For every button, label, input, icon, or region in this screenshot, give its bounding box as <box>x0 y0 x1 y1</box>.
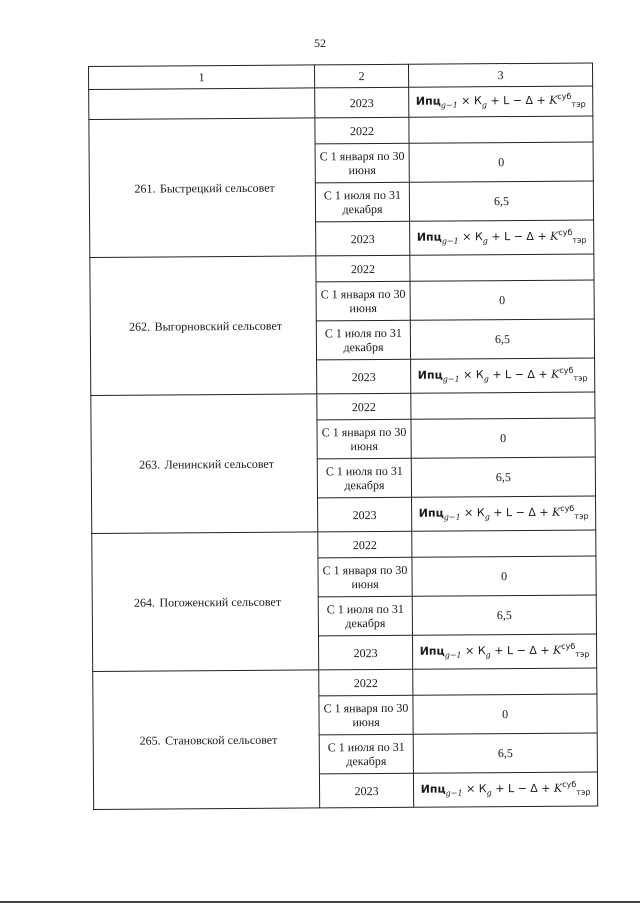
settlement-number: 263. <box>139 457 161 472</box>
empty-value-cell <box>411 392 595 419</box>
tariff-table <box>88 62 598 810</box>
year-cell: 2022 <box>316 255 410 282</box>
empty-value-cell <box>413 668 597 695</box>
period-cell: С 1 июля по 31 декабря <box>319 734 413 774</box>
year-cell: 2023 <box>317 359 411 394</box>
settlement-number: 265. <box>139 733 161 748</box>
year-cell: 2023 <box>315 87 409 118</box>
formula: $Ипц_{g-1} \times К_g + L - \Delta + K^{суб}_{тэр}$ <box>415 92 586 110</box>
year-cell: 2022 <box>319 669 413 696</box>
continued-row <box>89 86 593 120</box>
value-cell: 0 <box>410 280 594 320</box>
formula-cell <box>413 772 597 807</box>
settlement-name: Становской сельсовет <box>165 732 278 747</box>
year-cell: 2023 <box>318 497 412 532</box>
settlement-name-cell <box>90 256 317 396</box>
empty-value-cell <box>412 530 596 557</box>
empty-value-cell <box>410 254 594 281</box>
empty-value-cell <box>409 116 593 143</box>
settlement-name: Погоженский сельсовет <box>159 594 282 610</box>
year-cell: 2023 <box>316 221 410 256</box>
period-cell: С 1 января по 30 июня <box>318 557 412 597</box>
page-number: 52 <box>314 36 326 50</box>
formula: $Ипц_{g-1} \times К_g + L - \Delta + K^{суб}_{тэр}$ <box>418 504 589 522</box>
formula-cell <box>409 86 593 117</box>
period-cell: С 1 июля по 31 декабря <box>315 182 409 222</box>
period-cell: С 1 января по 30 июня <box>319 695 413 735</box>
formula-cell <box>412 634 596 669</box>
formula-cell <box>412 496 596 531</box>
formula: $Ипц_{g-1} \times К_g + L - \Delta + K^{суб}_{тэр}$ <box>417 366 588 384</box>
value-cell: 6,5 <box>409 181 593 221</box>
settlement-row <box>93 668 597 698</box>
value-cell: 6,5 <box>412 595 596 635</box>
settlement-row <box>90 254 594 284</box>
year-cell: 2022 <box>318 531 412 558</box>
period-cell: С 1 января по 30 июня <box>317 419 411 459</box>
settlement-number: 262. <box>129 319 151 334</box>
period-cell: С 1 января по 30 июня <box>315 143 409 183</box>
formula-cell <box>410 220 594 255</box>
value-cell: 6,5 <box>410 319 594 359</box>
settlement-number: 264. <box>133 595 155 610</box>
settlement-row <box>91 392 595 422</box>
value-cell: 0 <box>409 142 593 182</box>
formula-cell <box>411 358 595 393</box>
empty-name-cell <box>89 88 315 120</box>
year-cell: 2023 <box>319 773 413 808</box>
settlement-row <box>89 116 593 146</box>
formula: $Ипц_{g-1} \times К_g + L - \Delta + K^{суб}_{тэр}$ <box>416 228 587 246</box>
header-col-1: 1 <box>89 65 315 90</box>
settlement-name-cell <box>92 532 319 672</box>
header-col-3: 3 <box>408 63 592 87</box>
page-bottom-edge <box>0 901 640 903</box>
settlement-rows <box>89 116 598 810</box>
settlement-number: 261. <box>134 181 156 196</box>
value-cell: 0 <box>411 418 595 458</box>
header-col-2: 2 <box>314 64 408 88</box>
settlement-name: Ленинский сельсовет <box>164 456 275 471</box>
value-cell: 6,5 <box>411 457 595 497</box>
settlement-name: Выгорновский сельсовет <box>154 318 283 334</box>
settlement-name-cell <box>93 670 320 810</box>
settlement-name-cell <box>89 118 316 258</box>
year-cell: 2022 <box>315 117 409 144</box>
value-cell: 6,5 <box>413 733 597 773</box>
settlement-name: Быстрецкий сельсовет <box>159 180 275 196</box>
settlement-row <box>92 530 596 560</box>
formula: $Ипц_{g-1} \times К_g + L - \Delta + K^{суб}_{тэр}$ <box>420 780 591 798</box>
period-cell: С 1 января по 30 июня <box>316 281 410 321</box>
period-cell: С 1 июля по 31 декабря <box>316 320 410 360</box>
year-cell: 2022 <box>317 393 411 420</box>
value-cell: 0 <box>412 556 596 596</box>
formula: $Ипц_{g-1} \times К_g + L - \Delta + K^{суб}_{тэр}$ <box>419 642 590 660</box>
value-cell: 0 <box>413 694 597 734</box>
settlement-name-cell <box>91 394 318 534</box>
year-cell: 2023 <box>318 635 412 670</box>
period-cell: С 1 июля по 31 декабря <box>317 458 411 498</box>
period-cell: С 1 июля по 31 декабря <box>318 596 412 636</box>
